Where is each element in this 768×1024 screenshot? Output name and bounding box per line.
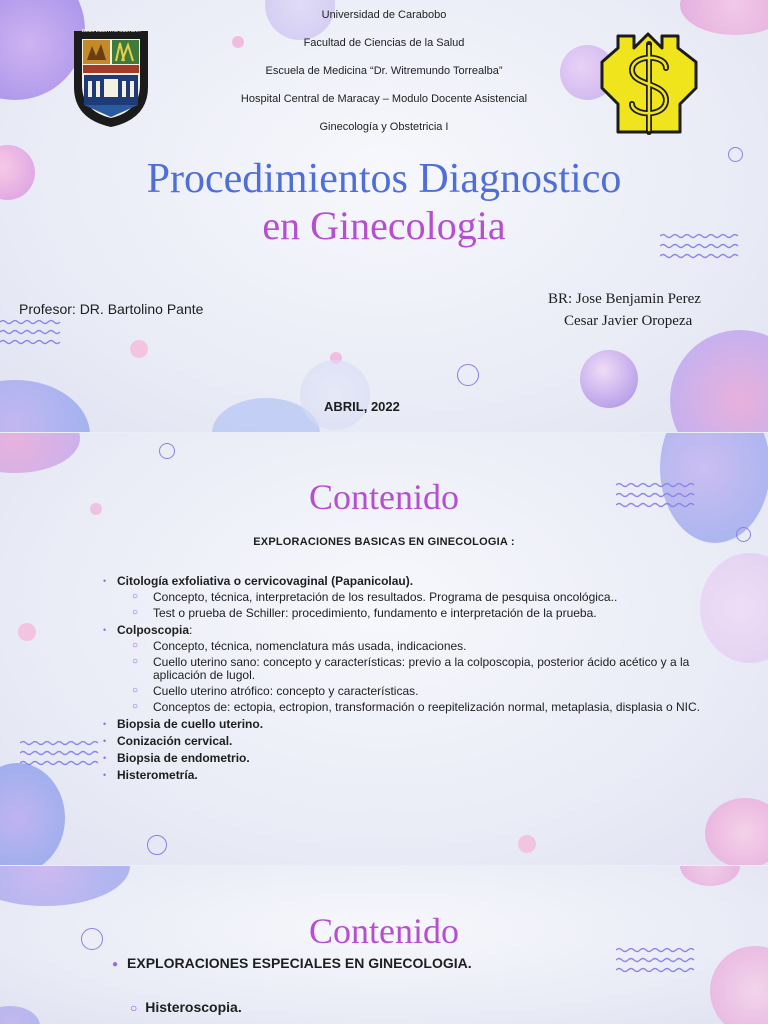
blob-decoration: [580, 350, 638, 408]
sub-list-item-label: Cuello uterino sano: concepto y características: previo a la colposcopia, posterior ácido acético y a la aplicación de lugol.: [153, 655, 690, 682]
blob-decoration: [18, 623, 36, 641]
sub-list-item-label: Cuello uterino atrófico: concepto y características.: [153, 684, 419, 698]
blob-decoration: [680, 866, 740, 886]
list-item-label: Histerometría.: [117, 768, 198, 782]
circle-bullet-icon: ○: [132, 591, 139, 602]
sub-list-item: [100, 685, 740, 698]
list-item-label: Colposcopia: [117, 623, 190, 637]
presentation-title-line1: Procedimientos Diagnostico: [146, 156, 622, 202]
section-item: [112, 955, 472, 971]
list-item: [100, 751, 740, 765]
sub-list-item-label: Test o prueba de Schiller: procedimiento, fundamento e interpretación de la prueba.: [153, 606, 597, 620]
sub-list-item: [100, 656, 740, 682]
header-line: Ginecología y Obstetricia I: [319, 121, 449, 133]
slide-title: [0, 0, 768, 432]
list-item-label: Citología exfoliativa o cervicovaginal (Papanicolau).: [117, 574, 414, 588]
blob-decoration: [300, 360, 370, 430]
blob-decoration: [0, 866, 130, 906]
presentation-title-line2: en Ginecologia: [262, 203, 506, 248]
list-item: [100, 574, 740, 588]
blob-decoration: [0, 433, 80, 473]
list-item: [100, 717, 740, 731]
section-subtitle: EXPLORACIONES BASICAS EN GINECOLOGIA :: [253, 536, 515, 548]
bullet-icon: •: [103, 719, 107, 729]
author-name: BR: Jose Benjamin Perez: [548, 291, 701, 307]
header-line: Escuela de Medicina “Dr. Witremundo Torrealba”: [265, 65, 503, 77]
bullet-icon: •: [103, 625, 107, 635]
professor-name: Profesor: DR. Bartolino Pante: [19, 301, 204, 317]
waves-decoration: [20, 739, 102, 769]
contents-list: [100, 574, 740, 785]
bullet-icon: •: [103, 736, 107, 746]
circle-bullet-icon: ○: [132, 607, 139, 618]
contents-list: [130, 999, 262, 1015]
list-item: [100, 623, 740, 637]
blob-decoration: [710, 946, 768, 1024]
sub-list-item: [130, 999, 262, 1015]
list-item-label: Biopsia de endometrio.: [117, 751, 250, 765]
sub-list-item: [100, 607, 740, 620]
sub-list-item-label: Concepto, técnica, nomenclatura más usada, indicaciones.: [153, 639, 467, 653]
blob-decoration: [0, 380, 90, 432]
ring-decoration: [147, 835, 167, 855]
slide-contents-special: [0, 866, 768, 1024]
sub-list-item-label: Histeroscopia.: [145, 999, 242, 1015]
list-item: [100, 734, 740, 748]
sub-list-item-label: Conceptos de: ectopia, ectropion, transformación o reepitelización normal, metaplasia, displasia o NIC.: [153, 700, 700, 714]
header-line: Universidad de Carabobo: [321, 9, 447, 21]
circle-bullet-icon: ○: [132, 640, 139, 651]
sub-list-item: [100, 701, 740, 714]
header-line: Hospital Central de Maracay – Modulo Docente Asistencial: [240, 93, 528, 105]
blob-decoration: [0, 763, 65, 865]
circle-bullet-icon: ○: [132, 685, 139, 696]
bullet-icon: ●: [112, 959, 119, 970]
circle-bullet-icon: ○: [132, 701, 139, 712]
circle-bullet-icon: ○: [130, 1001, 138, 1015]
blob-decoration: [705, 798, 768, 865]
header-line: Facultad de Ciencias de la Salud: [303, 37, 465, 49]
ring-decoration: [457, 364, 479, 386]
list-item: [100, 768, 740, 782]
presentation-date: ABRIL, 2022: [324, 399, 400, 414]
contents-title: Contenido: [309, 911, 459, 951]
list-item-label: Conización cervical.: [117, 734, 233, 748]
bullet-icon: •: [103, 770, 107, 780]
blob-decoration: [670, 330, 768, 432]
sub-list-item: [100, 591, 740, 604]
author-name: Cesar Javier Oropeza: [564, 313, 693, 329]
blob-decoration: [518, 835, 536, 853]
section-subtitle: EXPLORACIONES ESPECIALES EN GINECOLOGIA.: [127, 955, 472, 971]
sub-list-item-label: Concepto, técnica, interpretación de los resultados. Programa de pesquisa oncológica..: [153, 590, 618, 604]
waves-decoration: [0, 318, 64, 348]
bullet-icon: •: [103, 576, 107, 586]
list-item-label: Biopsia de cuello uterino.: [117, 717, 264, 731]
university-crest-icon: DEUS LIBERTAS CULTURA: [70, 27, 152, 129]
list-item-suffix: :: [189, 623, 193, 637]
slide-contents-basic: [0, 433, 768, 865]
blob-decoration: [130, 340, 148, 358]
blob-decoration: [0, 1006, 40, 1024]
circle-bullet-icon: ○: [132, 656, 139, 667]
ring-decoration: [159, 443, 175, 459]
contents-title: Contenido: [309, 477, 459, 517]
bullet-icon: •: [103, 753, 107, 763]
sub-list-item: [100, 640, 740, 653]
